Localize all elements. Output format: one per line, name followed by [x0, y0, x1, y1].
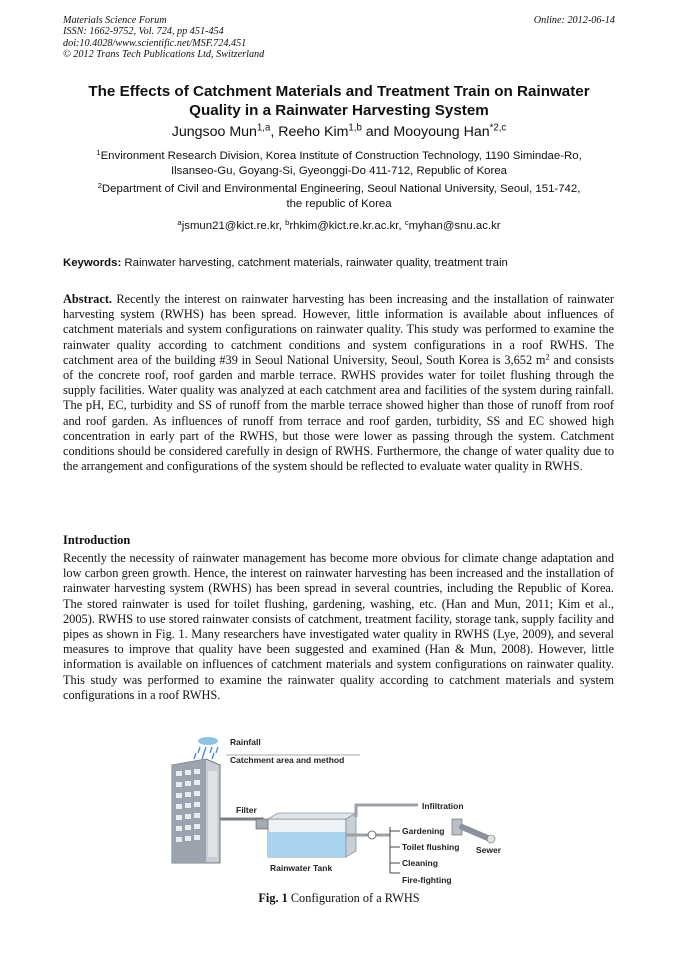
affiliation-1: $^1$Environment Research Division, Korea Institute of Construction Technology, 1190 Simindae-Ro, Ilsanseo-Gu, Goyang-Si, Gyeonggi-Do 411-712, Republic of Korea: [96, 147, 582, 178]
paper-title: The Effects of Catchment Materials and Treatment Train on Rainwater Quality in a Rainwater Harvesting System: [88, 83, 590, 119]
email-link[interactable]: $^c$myhan@snu.ac.kr: [404, 217, 501, 232]
author-list: [40, 123, 638, 141]
label-rainfall: Rainfall: [230, 737, 261, 747]
email-link[interactable]: $^a$jsmun21@kict.re.kr,: [177, 217, 286, 232]
doi: doi:10.4028/www.scientific.net/MSF.724.451: [63, 37, 247, 49]
figure-caption: Fig. 1 Configuration of a RWHS: [258, 891, 420, 905]
author: Mooyoung Han$^{*2,c}$: [393, 122, 507, 140]
author-emails: [60, 219, 618, 234]
label-cleaning: Cleaning: [402, 858, 438, 868]
author: Reeho Kim$^{1,b}$ and: [278, 122, 394, 140]
pump-icon: [368, 831, 376, 839]
journal-name: Materials Science Forum: [63, 15, 167, 26]
keywords-text: Rainwater harvesting, catchment materials, rainwater quality, treatment train: [121, 257, 508, 269]
keywords-label: Keywords:: [63, 257, 122, 269]
filter-icon: [256, 819, 268, 829]
label-infiltration: Infiltration: [422, 801, 464, 811]
email-link[interactable]: $^b$rhkim@kict.re.kr.ac.kr,: [285, 217, 405, 232]
rainfall-icon: [194, 737, 218, 759]
affiliation-2: $^2$Department of Civil and Environmental Engineering, Seoul National University, Seoul, 151-742, the republic of Korea: [97, 180, 581, 211]
figure-rwhs-diagram: [160, 735, 520, 885]
author: Jungsoo Mun$^{1,a}$,: [171, 122, 279, 140]
journal-header: [63, 15, 264, 60]
sewer-icon: [452, 819, 495, 843]
label-fire: Fire-fighting: [402, 875, 452, 885]
label-gardening: Gardening: [402, 826, 445, 836]
abstract-label: Abstract.: [63, 292, 113, 306]
label-filter: Filter: [236, 805, 257, 815]
label-toilet: Toilet flushing: [402, 842, 460, 852]
abstract: Abstract. Recently the interest on rainwater harvesting has been increasing and the installation of rainwater harvesting system (RWHS) has been spread. However, little information is available about influences of catchment materials and system configurations on rainwater quality. This study was performed to examine the rainwater quality according to catchment conditions and system configurations in a roof RWHS. The catchment area of the building #39 in Seoul National University, Seoul, South Korea is 3,652 $m^2$ and consists of the concrete roof, roof garden and marble terrace. RWHS provides water for toilet flushing through the supply facilities. Water quality was analyzed at each catchment area and facilities of the system during rainfall. The pH, EC, turbidity and SS of runoff from the marble terrace showed higher than those of runoff from roof and roof garden. As influences of runoff from terrace and roof garden, turbidity, SS and EC showed high concentration in early part of the RWHS, but those were lower as passing through the system. Catchment conditions should be considered carefully in design of RWHS. Furthermore, the change of water quality due to the arrangement and configurations of the system should be reflected to evaluate water quality in RWHS.: [63, 292, 614, 474]
issn: ISSN: 1662-9752, Vol. 724, pp 451-454: [63, 26, 224, 38]
label-catchment: Catchment area and method: [230, 755, 345, 765]
rainwater-tank-icon: [268, 813, 356, 857]
section-heading-introduction: Introduction: [63, 533, 131, 547]
introduction-paragraph: Recently the necessity of rainwater management has become more obvious for climate change adaptation and low carbon green growth. Hence, the interest on rainwater harvesting has been increased and the installation of rainwater harvesting system (RWHS) has been spread in several countries, including the Republic of Korea. The stored rainwater is used for toilet flushing, gardening, washing, etc. (Han and Mun, 2011; Kim et al., 2005). RWHS to use stored rainwater consists of catchment, treatment facility, storage tank, supply facility and pipes as shown in Fig. 1. Many researchers have investigated water quality in RWHS (Lye, 2009), and several measures to improve that quality have been suggested and examined (Han & Mun, 2008). However, little information is available on influences of catchment materials and system configurations on rainwater quality. This study was performed to examine the rainwater quality according to catchment materials and system configurations in a roof RWHS.: [63, 551, 614, 702]
online-date: Online: 2012-06-14: [533, 15, 615, 26]
label-tank: Rainwater Tank: [270, 863, 333, 873]
building-icon: [172, 759, 220, 863]
keywords: [63, 256, 508, 270]
label-sewer: Sewer: [476, 845, 502, 855]
copyright: © 2012 Trans Tech Publications Ltd, Switzerland: [63, 48, 265, 60]
